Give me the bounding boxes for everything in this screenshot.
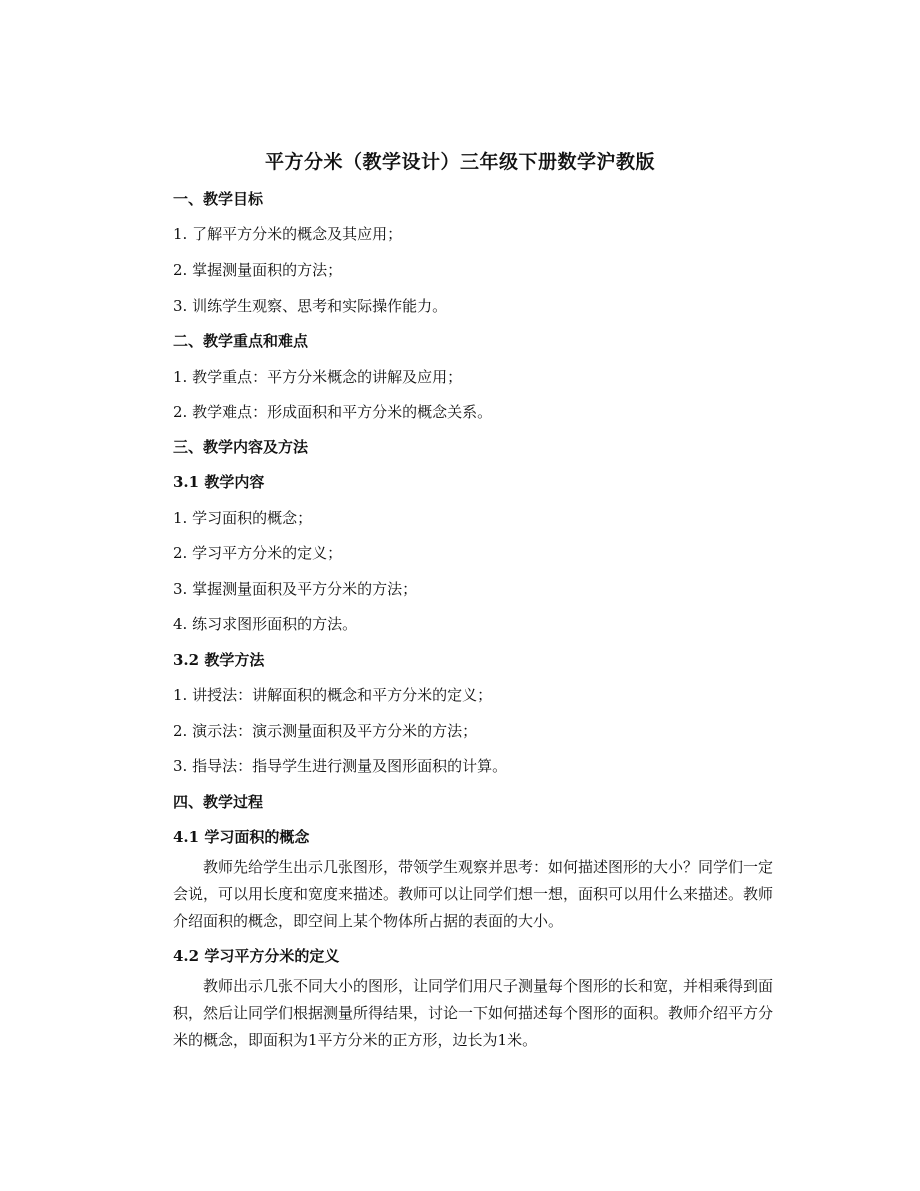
- subsection-heading-area-concept: 4.1 学习面积的概念: [173, 828, 310, 846]
- list-item: 2. 学习平方分米的定义；: [173, 544, 343, 562]
- subsection-heading-content: 3.1 教学内容: [173, 473, 265, 491]
- list-item: 1. 讲授法：讲解面积的概念和平方分米的定义；: [173, 686, 493, 704]
- list-item: 2. 教学难点：形成面积和平方分米的概念关系。: [173, 403, 493, 421]
- list-item: 2. 掌握测量面积的方法；: [173, 261, 343, 279]
- document-title: 平方分米（教学设计）三年级下册数学沪教版: [264, 151, 655, 173]
- body-paragraph: 教师先给学生出示几张图形，带领学生观察并思考：如何描述图形的大小？同学们一定会说，可以用长度和宽度来描述。教师可以让同学们想一想，面积可以用什么来描述。教师介绍面积的概念，即空间上某个物体所占据的表面的大小。: [173, 858, 774, 930]
- list-item: 3. 训练学生观察、思考和实际操作能力。: [173, 297, 448, 315]
- list-item: 4. 练习求图形面积的方法。: [173, 615, 358, 633]
- subsection-heading-square-decimeter: 4.2 学习平方分米的定义: [173, 947, 340, 965]
- section-heading-process: 四、教学过程: [173, 793, 264, 811]
- section-heading-content-methods: 三、教学内容及方法: [173, 438, 309, 456]
- section-heading-key-points: 二、教学重点和难点: [173, 332, 309, 350]
- list-item: 3. 指导法：指导学生进行测量及图形面积的计算。: [173, 757, 508, 775]
- list-item: 2. 演示法：演示测量面积及平方分米的方法；: [173, 722, 478, 740]
- list-item: 1. 教学重点：平方分米概念的讲解及应用；: [173, 368, 463, 386]
- subsection-heading-methods: 3.2 教学方法: [173, 651, 265, 669]
- body-paragraph: 教师出示几张不同大小的图形，让同学们用尺子测量每个图形的长和宽，并相乘得到面积，然后让同学们根据测量所得结果，讨论一下如何描述每个图形的面积。教师介绍平方分米的概念，即面积为1平方分米的正方形，边长为1米。: [173, 977, 774, 1049]
- section-heading-objectives: 一、教学目标: [173, 190, 264, 208]
- list-item: 3. 掌握测量面积及平方分米的方法；: [173, 580, 418, 598]
- list-item: 1. 了解平方分米的概念及其应用；: [173, 225, 403, 243]
- list-item: 1. 学习面积的概念；: [173, 509, 313, 527]
